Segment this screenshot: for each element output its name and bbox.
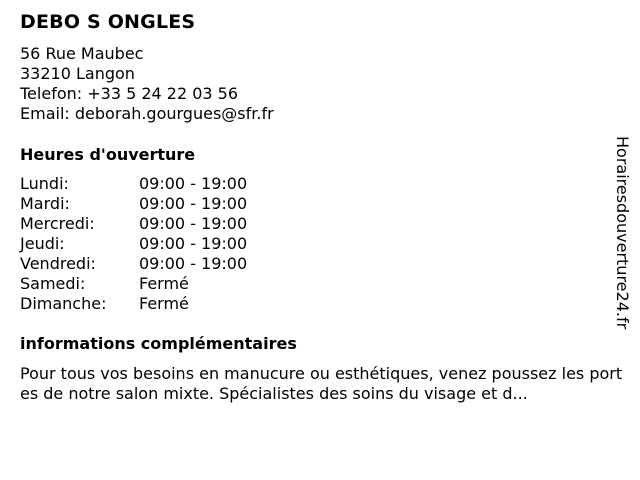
description-text: Pour tous vos besoins en manucure ou esthétiques, venez poussez les portes de notre salon mixte. Spécialistes des soins du visage et d... (20, 364, 623, 403)
hours-value: Fermé (139, 294, 189, 313)
day-label: Dimanche: (20, 294, 107, 313)
hours-value: 09:00 - 19:00 (139, 194, 248, 213)
day-label: Samedi: (20, 274, 86, 293)
day-label: Mardi: (20, 194, 70, 213)
day-label: Lundi: (20, 174, 69, 193)
day-label: Jeudi: (20, 234, 65, 253)
hours-value: 09:00 - 19:00 (139, 174, 248, 193)
contact-block (20, 44, 274, 124)
hours-value: 09:00 - 19:00 (139, 234, 248, 253)
day-label: Vendredi: (20, 254, 96, 273)
hours-heading: Heures d'ouverture (20, 145, 196, 164)
info-heading: informations complémentaires (20, 334, 297, 353)
email-address: Email: deborah.gourgues@sfr.fr (20, 104, 274, 123)
address-city: 33210 Langon (20, 64, 135, 83)
hours-value: 09:00 - 19:00 (139, 214, 248, 233)
site-watermark: Horairesdouverture24.fr (613, 136, 632, 330)
hours-value: Fermé (139, 274, 189, 293)
day-label: Mercredi: (20, 214, 95, 233)
phone-number: Telefon: +33 5 24 22 03 56 (20, 84, 239, 103)
address-street: 56 Rue Maubec (20, 44, 144, 63)
business-name: DEBO S ONGLES (20, 11, 196, 33)
hours-value: 09:00 - 19:00 (139, 254, 248, 273)
